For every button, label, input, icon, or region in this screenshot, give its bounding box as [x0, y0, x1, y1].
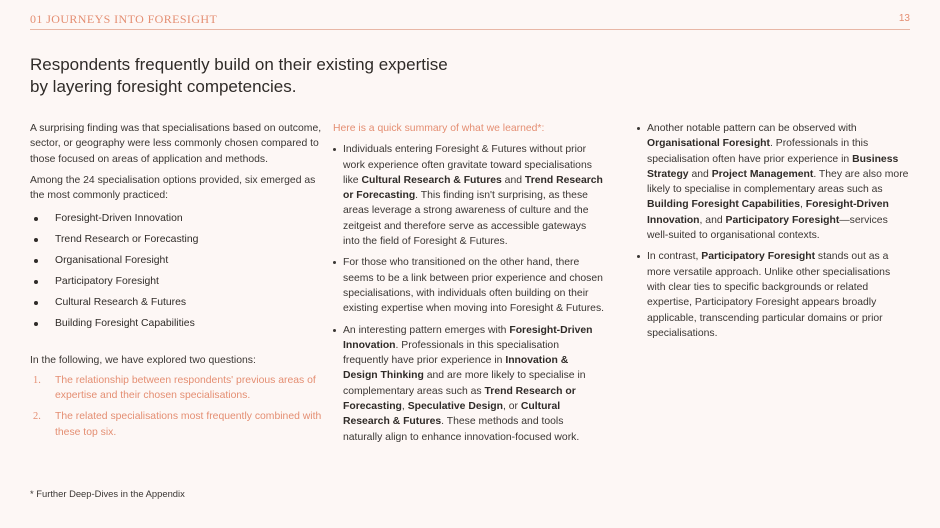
highlight-term: Participatory Foresight [725, 214, 840, 226]
highlight-term: Building Foresight Capabilities [647, 199, 800, 211]
highlight-term: Foresight-Driven Innovation [647, 199, 889, 226]
summary-item: For those who transitioned on the other hand, there seems to be a link between prior experience and chosen specialisations, with individuals often building on their existing expertise when moving into Foresight & Futures. [333, 255, 605, 316]
highlight-term: Project Management [711, 168, 814, 180]
specialisation-item: Building Foresight Capabilities [30, 313, 322, 334]
specialisation-item: Cultural Research & Futures [30, 292, 322, 313]
summary-list [333, 142, 605, 445]
right-column [637, 121, 910, 347]
questions-intro: In the following, we have explored two questions: [30, 355, 256, 367]
highlight-term: Innovation & Design Thinking [343, 355, 569, 382]
highlight-term: Foresight-Driven Innovation [343, 324, 593, 351]
highlight-term: Trend Research or Forecasting [343, 174, 603, 202]
page-headline: Respondents frequently build on their existing expertise by layering foresight competencies. [30, 55, 448, 96]
intro-paragraph-2: Among the 24 specialisation options provided, six emerged as the most commonly practiced: [30, 174, 316, 202]
specialisation-item: Participatory Foresight [30, 271, 322, 292]
highlight-term: Trend Research or Forecasting [343, 385, 576, 413]
middle-column [333, 121, 605, 451]
summary-item: An interesting pattern emerges with Foresight-Driven Innovation. Professionals in this specialisation frequently have prior experience in Innovation & Design Thinking and are more likely to specialise in complementary areas such as Trend Research or Forecasting, Speculative Design, or Cultural Research & Futures. These methods and tools naturally align to enhance innovation-focused work. [333, 323, 605, 445]
left-column [30, 121, 322, 446]
specialisation-item: Foresight-Driven Innovation [30, 208, 322, 229]
highlight-term: Business Strategy [647, 153, 899, 180]
highlight-term: Speculative Design [407, 401, 503, 413]
page-header [30, 12, 910, 30]
question-text: The related specialisations most frequently combined with these top six. [55, 411, 322, 438]
specialisation-item: Organisational Foresight [30, 250, 322, 271]
questions-list [30, 373, 322, 440]
footnote: * Further Deep-Dives in the Appendix [30, 488, 185, 499]
question-item [30, 409, 322, 440]
highlight-term: Participatory Foresight [701, 251, 816, 263]
intro-paragraph: A surprising finding was that specialisations based on outcome, sector, or geography were less commonly chosen compared to those focused on areas of application and methods. [30, 123, 322, 165]
pattern-item: Another notable pattern can be observed with Organisational Foresight. Professionals in this specialisation often have prior experience in Business Strategy and Project Management. They are also more likely to specialise in complementary areas such as Building Foresight Capabilities, Foresight-Driven Innovation, and Participatory Foresight—services well-suited to organisational contexts. [637, 121, 910, 243]
question-text: The relationship between respondents' previous areas of expertise and their chosen specialisations. [55, 374, 316, 402]
highlight-term: Organisational Foresight [647, 138, 770, 150]
highlight-term: Cultural Research & Futures [343, 401, 561, 428]
pattern-list [637, 121, 910, 341]
top-specialisations-list [30, 208, 322, 334]
page-number: 13 [898, 13, 910, 24]
highlight-term: Cultural Research & Futures [361, 174, 502, 186]
question-item [30, 373, 322, 404]
question-number: 1. [33, 374, 41, 386]
summary-label: Here is a quick summary of what we learned*: [333, 123, 545, 134]
section-title: 01 JOURNEYS INTO FORESIGHT [30, 12, 218, 26]
specialisation-item: Trend Research or Forecasting [30, 229, 322, 250]
summary-item: Individuals entering Foresight & Futures without prior work experience often gravitate toward specialisations like Cultural Research & Futures and Trend Research or Forecasting. This finding isn't surprising, as these areas leverage a strong awareness of culture and the zeitgeist and therefore serve as accessible gateways into the field of Foresight & Futures. [333, 142, 605, 249]
pattern-item: In contrast, Participatory Foresight stands out as a more versatile approach. Unlike other specialisations with clear ties to specific backgrounds or related expertise, Participatory Foresight appears broadly applicable, transcending particular domains or prior specialisations. [637, 249, 910, 341]
question-number: 2. [33, 411, 41, 423]
